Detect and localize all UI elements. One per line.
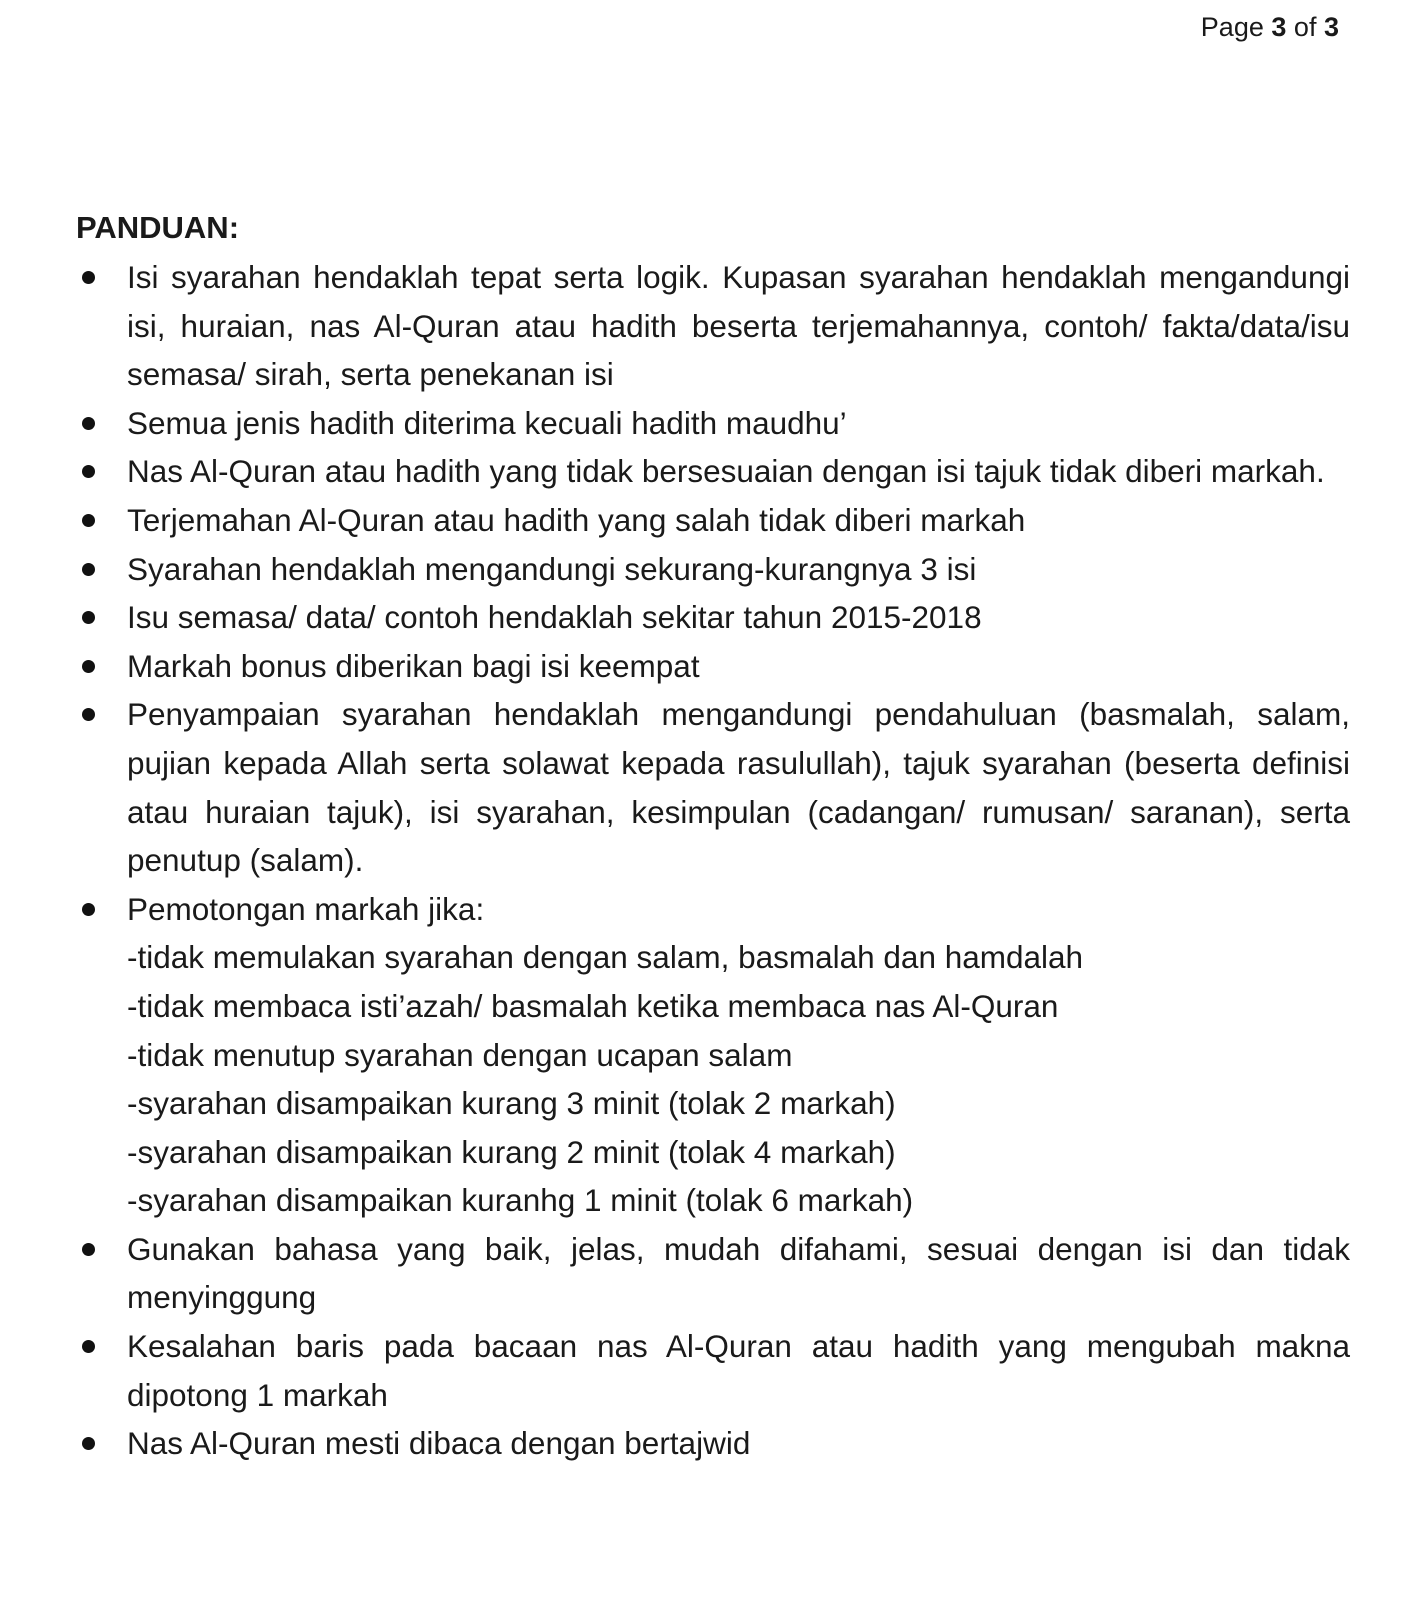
deduction-line: -tidak membaca isti’azah/ basmalah ketika membaca nas Al-Quran [127, 987, 1059, 1024]
guide-title: PANDUAN: [76, 210, 240, 245]
list-item [76, 1419, 1350, 1468]
guide-list [76, 253, 1350, 1468]
bullet-icon [82, 417, 95, 430]
page-total: 3 [1323, 12, 1339, 42]
list-item [76, 1225, 1350, 1322]
bullet-icon [82, 514, 95, 527]
list-item-text: Syarahan hendaklah mengandungi sekurang-kurangnya 3 isi [127, 550, 977, 587]
deduction-line: -syarahan disampaikan kurang 2 minit (tolak 4 markah) [127, 1133, 896, 1170]
list-item [76, 496, 1350, 545]
list-item-text: Terjemahan Al-Quran atau hadith yang salah tidak diberi markah [127, 501, 1026, 538]
bullet-icon [82, 660, 95, 673]
page-current: 3 [1271, 12, 1287, 42]
bullet-icon [82, 1437, 95, 1450]
list-item-deductions [76, 885, 1350, 1225]
list-item [76, 1322, 1350, 1419]
list-item [76, 642, 1350, 691]
deduction-line: -tidak menutup syarahan dengan ucapan salam [127, 1036, 793, 1073]
bullet-icon [82, 708, 95, 721]
bullet-icon [82, 271, 95, 284]
list-item-text: Semua jenis hadith diterima kecuali hadith maudhu’ [127, 404, 847, 441]
bullet-icon [82, 1243, 95, 1256]
list-item-text: Kesalahan baris pada bacaan nas Al-Quran atau hadith yang mengubah makna dipotong 1 markah [127, 1328, 1350, 1413]
guide-section [76, 205, 1350, 1468]
page-number [1201, 10, 1339, 44]
page-of: of [1293, 12, 1317, 42]
list-item-text: Pemotongan markah jika: [127, 890, 485, 927]
list-item-text: Nas Al-Quran mesti dibaca dengan bertajwid [127, 1425, 751, 1462]
list-item [76, 545, 1350, 594]
bullet-icon [82, 563, 95, 576]
bullet-icon [82, 611, 95, 624]
list-item-text: Isu semasa/ data/ contoh hendaklah sekitar tahun 2015-2018 [127, 599, 982, 636]
bullet-icon [82, 465, 95, 478]
deduction-line: -syarahan disampaikan kuranhg 1 minit (tolak 6 markah) [127, 1182, 914, 1219]
list-item-text: Isi syarahan hendaklah tepat serta logik. Kupasan syarahan hendaklah mengandungi isi, huraian, nas Al-Quran atau hadith beserta terjemahannya, contoh/ fakta/data/isu semasa/ sirah, serta penekanan isi [127, 259, 1350, 393]
list-item-text: Nas Al-Quran atau hadith yang tidak bersesuaian dengan isi tajuk tidak diberi markah. [127, 453, 1325, 490]
bullet-icon [82, 903, 95, 916]
deduction-line: -tidak memulakan syarahan dengan salam, basmalah dan hamdalah [127, 939, 1084, 976]
list-item [76, 399, 1350, 448]
list-item-text: Markah bonus diberikan bagi isi keempat [127, 647, 700, 684]
page-prefix: Page [1200, 12, 1264, 42]
list-item [76, 447, 1350, 496]
deduction-line: -syarahan disampaikan kurang 3 minit (tolak 2 markah) [127, 1085, 896, 1122]
list-item-text: Penyampaian syarahan hendaklah mengandungi pendahuluan (basmalah, salam, pujian kepada Allah serta solawat kepada rasulullah), tajuk syarahan (beserta definisi atau huraian tajuk), isi syarahan, kesimpulan (cadangan/ rumusan/ saranan), serta penutup (salam). [127, 696, 1350, 879]
list-item [76, 253, 1350, 399]
list-item [76, 593, 1350, 642]
list-item [76, 690, 1350, 884]
bullet-icon [82, 1340, 95, 1353]
list-item-text: Gunakan bahasa yang baik, jelas, mudah difahami, sesuai dengan isi dan tidak menyinggung [127, 1230, 1350, 1316]
